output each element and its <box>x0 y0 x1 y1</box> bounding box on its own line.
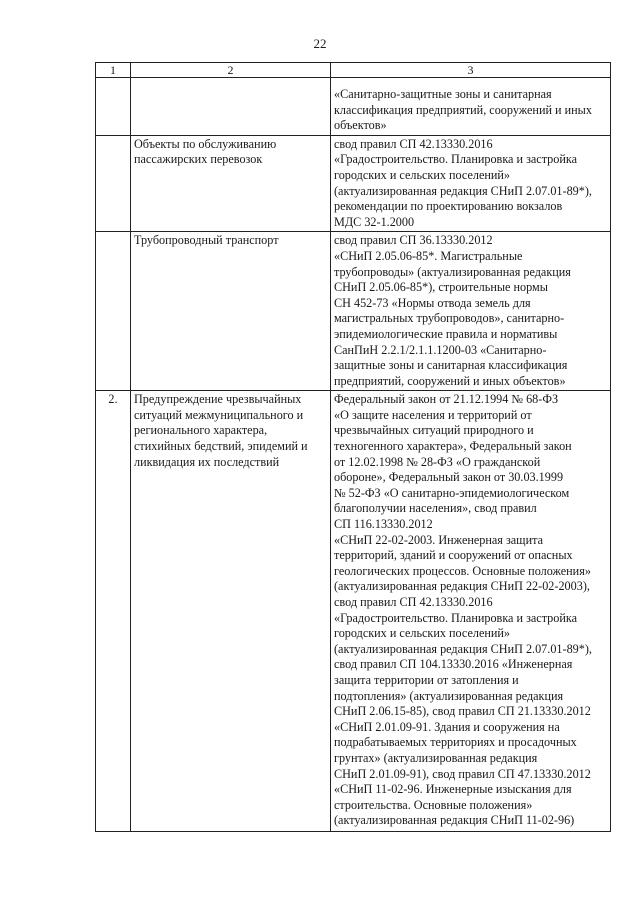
object-cell <box>131 78 331 136</box>
regulation-text-line: свод правил СП 104.13330.2016 «Инженерная <box>334 657 573 672</box>
object-cell <box>131 135 331 232</box>
page-number: 22 <box>313 36 327 51</box>
regulation-text-line: (актуализированная редакция СНиП 22-02-2003), <box>334 579 590 594</box>
regulation-text-line: от 12.02.1998 № 28-ФЗ «О гражданской <box>334 454 541 469</box>
regulation-text-line: свод правил СП 42.13330.2016 <box>334 595 493 609</box>
regulation-text-line: СНиП 2.06.15-85), свод правил СП 21.13330.2012 <box>334 704 591 719</box>
header-cell: 3 <box>331 63 611 78</box>
row-number-cell <box>96 232 131 391</box>
regulation-text-line: (актуализированная редакция СНиП 2.07.01-89*), <box>334 183 592 198</box>
object-text-line: стихийных бедствий, эпидемий и <box>134 439 308 454</box>
regulation-text-line: рекомендации по проектированию вокзалов <box>334 199 563 214</box>
header-cell: 2 <box>131 63 331 78</box>
table-row <box>96 135 611 232</box>
regulation-text-line: обороне», Федеральный закон от 30.03.1999 <box>334 470 564 485</box>
regulation-text-line: «СНиП 2.05.06-85*. Магистральные <box>334 248 523 263</box>
table-row <box>96 78 611 136</box>
regulation-text-line: защита территории от затопления и <box>334 672 519 687</box>
regulation-text-line: подтопления» (актуализированная редакция <box>334 688 564 703</box>
object-text-line: Трубопроводный транспорт <box>134 233 279 248</box>
header-cell: 1 <box>96 63 131 78</box>
row-number-cell <box>96 135 131 232</box>
object-cell <box>131 232 331 391</box>
regulation-text-line: (актуализированная редакция СНиП 11-02-96) <box>334 813 575 828</box>
table-row <box>96 391 611 832</box>
regulation-docs-cell <box>331 391 611 832</box>
regulation-docs-cell <box>331 78 611 136</box>
regulation-text-line: «Санитарно-защитные зоны и санитарная <box>334 87 552 101</box>
regulation-text-line: подрабатываемых территориях и просадочных <box>334 735 577 750</box>
regulation-text-line: свод правил СП 42.13330.2016 <box>334 136 493 151</box>
regulation-text-line: «Градостроительство. Планировка и застройка <box>334 152 578 167</box>
regulation-text-line: классификация предприятий, сооружений и иных <box>334 102 592 117</box>
regulation-text-line: городских и сельских поселений» <box>334 626 511 641</box>
regulation-text-line: защитные зоны и санитарная классификация <box>334 358 568 373</box>
regulation-text-line: «СНиП 2.01.09-91. Здания и сооружения на <box>334 719 560 734</box>
object-text-line: Объекты по обслуживанию <box>134 136 277 151</box>
object-cell <box>131 391 331 832</box>
regulation-text-line: СП 116.13330.2012 <box>334 517 433 532</box>
regulation-text-line: геологических процессов. Основные положения» <box>334 563 591 578</box>
regulation-text-line: «Градостроительство. Планировка и застройка <box>334 610 578 625</box>
regulation-docs-cell <box>331 232 611 391</box>
object-text-line: ситуаций межмуниципального и <box>134 407 304 422</box>
regulation-text-line: чрезвычайных ситуаций природного и <box>334 423 534 438</box>
regulation-text-line: МДС 32-1.2000 <box>334 214 415 229</box>
regulation-text-line: техногенного характера», Федеральный закон <box>334 439 572 454</box>
regulation-text-line: предприятий, сооружений и иных объектов» <box>334 373 566 388</box>
regulation-text-line: СанПиН 2.2.1/2.1.1.1200-03 «Санитарно- <box>334 342 547 357</box>
regulation-text-line: грунтах» (актуализированная редакция <box>334 750 538 765</box>
row-number-cell: 2. <box>96 391 131 832</box>
row-number-cell <box>96 78 131 136</box>
regulation-text-line: «СНиП 11-02-96. Инженерные изыскания для <box>334 782 572 797</box>
regulation-text-line: магистральных трубопроводов», санитарно- <box>334 311 565 326</box>
regulation-text-line: строительства. Основные положения» <box>334 797 533 812</box>
regulation-text-line: трубопроводы» (актуализированная редакция <box>334 264 571 279</box>
table-row <box>96 232 611 391</box>
regulation-text-line: «СНиП 22-02-2003. Инженерная защита <box>334 532 543 547</box>
regulation-docs-cell <box>331 135 611 232</box>
regulation-text-line: благополучии населения», свод правил <box>334 501 537 516</box>
regulations-table <box>95 62 611 832</box>
regulation-text-line: СНиП 2.05.06-85*), строительные нормы <box>334 280 548 295</box>
regulation-text-line: (актуализированная редакция СНиП 2.07.01-89*), <box>334 641 592 656</box>
regulation-text-line: Федеральный закон от 21.12.1994 № 68-ФЗ <box>334 392 559 407</box>
table-header-row <box>96 63 611 78</box>
object-text-line: регионального характера, <box>134 423 268 438</box>
object-text-line: пассажирских перевозок <box>134 152 263 167</box>
regulation-text-line: эпидемиологические правила и нормативы <box>334 326 558 341</box>
regulation-text-line: «О защите населения и территорий от <box>334 407 532 422</box>
regulation-text-line: СНиП 2.01.09-91), свод правил СП 47.13330.2012 <box>334 766 591 781</box>
regulation-text-line: свод правил СП 36.13330.2012 <box>334 233 493 248</box>
regulation-text-line: СН 452-73 «Нормы отвода земель для <box>334 295 531 310</box>
object-text-line: ликвидация их последствий <box>134 454 280 469</box>
regulation-text-line: объектов» <box>334 118 387 133</box>
regulation-text-line: территорий, зданий и сооружений от опасных <box>334 548 573 563</box>
regulation-text-line: № 52-ФЗ «О санитарно-эпидемиологическом <box>334 485 570 500</box>
object-text-line: Предупреждение чрезвычайных <box>134 392 302 407</box>
regulation-text-line: городских и сельских поселений» <box>334 167 511 182</box>
